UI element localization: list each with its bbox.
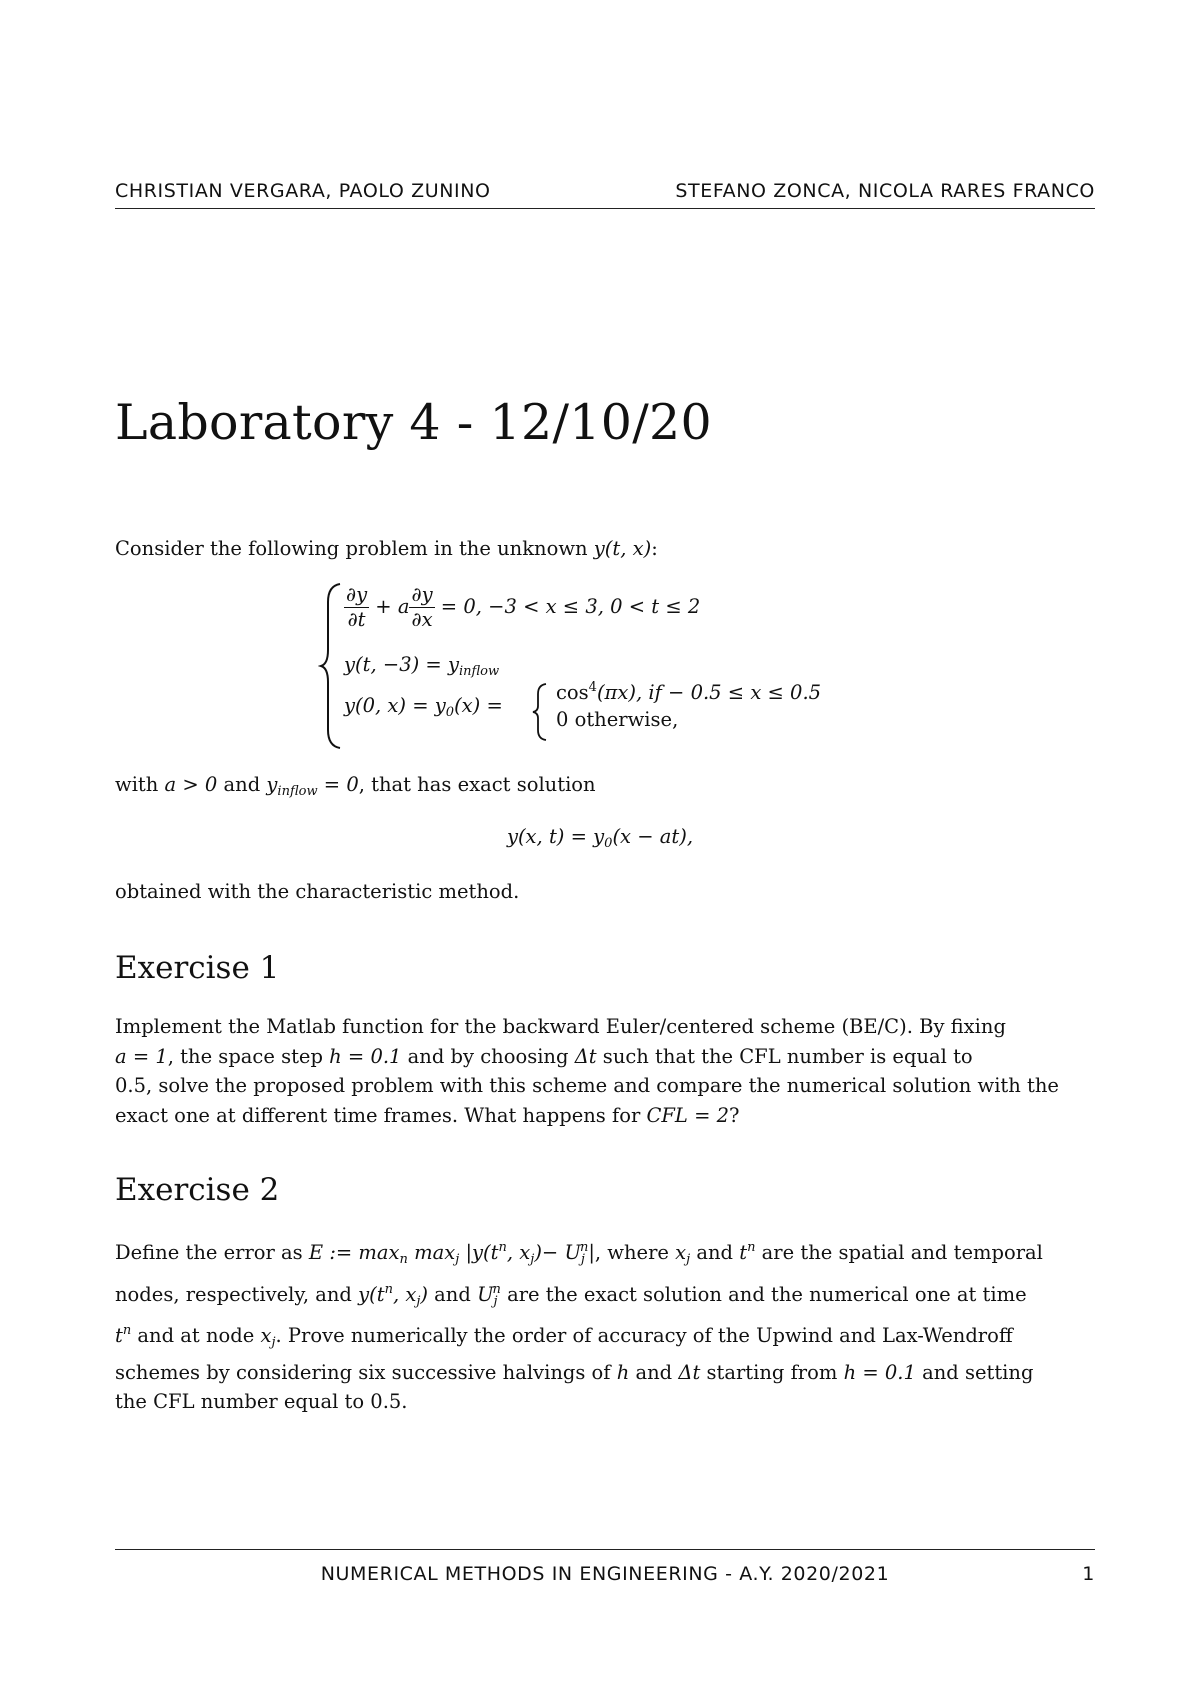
exercise1-body: Implement the Matlab function for the backward Euler/centered scheme (BE/C). By fixing a = 1, the space step h = 0.1 and by choosing Δt such that the CFL number is equal to 0.5, solve the proposed problem with this scheme and compare the numerical solution with the exact one at different time frames. What happens for CFL = 2? bbox=[115, 1015, 1059, 1127]
method-line: obtained with the characteristic method. bbox=[115, 880, 520, 903]
document-title: Laboratory 4 - 12/10/20 bbox=[115, 394, 712, 451]
footer-course-title: NUMERICAL METHODS IN ENGINEERING - A.Y. 2020/2021 bbox=[320, 1563, 890, 1585]
exact-solution: y(x, $t) = y_0(x - at)$, bbox=[506, 825, 694, 851]
page-number: 1 bbox=[1082, 1563, 1095, 1585]
exercise2-heading: Exercise 2 bbox=[115, 1172, 280, 1208]
case-nonzero: $\cos^4(\pi x)$, if − 0.5 ≤ x ≤ 0.5 bbox=[556, 680, 822, 704]
pde-system bbox=[318, 580, 878, 750]
header-authors-left: CHRISTIAN VERGARA, PAOLO ZUNINO bbox=[115, 180, 491, 202]
case-brace-icon bbox=[530, 682, 550, 742]
initial-condition: y(0, $x) = y_0(x)$ = bbox=[344, 694, 503, 720]
pde-equation: $\frac{\partial y}{\partial t}$ + a $\frac{\partial y}{\partial x}$ = 0, −3 < x ≤ 3, 0 < t ≤ 2 bbox=[346, 583, 701, 631]
header-authors-right: STEFANO ZONCA, NICOLA RARES FRANCO bbox=[675, 180, 1095, 202]
header-rule bbox=[115, 208, 1095, 209]
condition-paragraph: with a > 0 and $y_{inflow} = 0$, that has exact solution bbox=[115, 773, 596, 799]
case-otherwise: 0 otherwise, bbox=[556, 708, 679, 731]
footer-rule bbox=[115, 1549, 1095, 1550]
exercise2-body: Define the error as E := $\max_n \max_j |y(t^n$, $x_j)- U_j^n|$, where $x_j$ and $t^n$ are the spatial and temporal nodes, respectively, and $y(t^n$, $x_j$) and $U_j^n$ are the exact solution and the numerical one at time $t^n$ and at node $x_j$. Prove numerically the order of accuracy of the Upwind and Lax-Wendroff schemes by considering six successive halvings of h and Δt starting from h = 0.1 and setting the CFL number equal to 0.5. bbox=[115, 1240, 1043, 1413]
boundary-condition: y(t, $-3) = y_{inflow}$ bbox=[344, 653, 500, 679]
intro-paragraph: Consider the following problem in the unknown y(t, x): bbox=[115, 537, 658, 560]
exercise1-heading: Exercise 1 bbox=[115, 950, 280, 986]
unknown-function: y(t, x) bbox=[593, 537, 652, 560]
running-header bbox=[115, 180, 1095, 202]
